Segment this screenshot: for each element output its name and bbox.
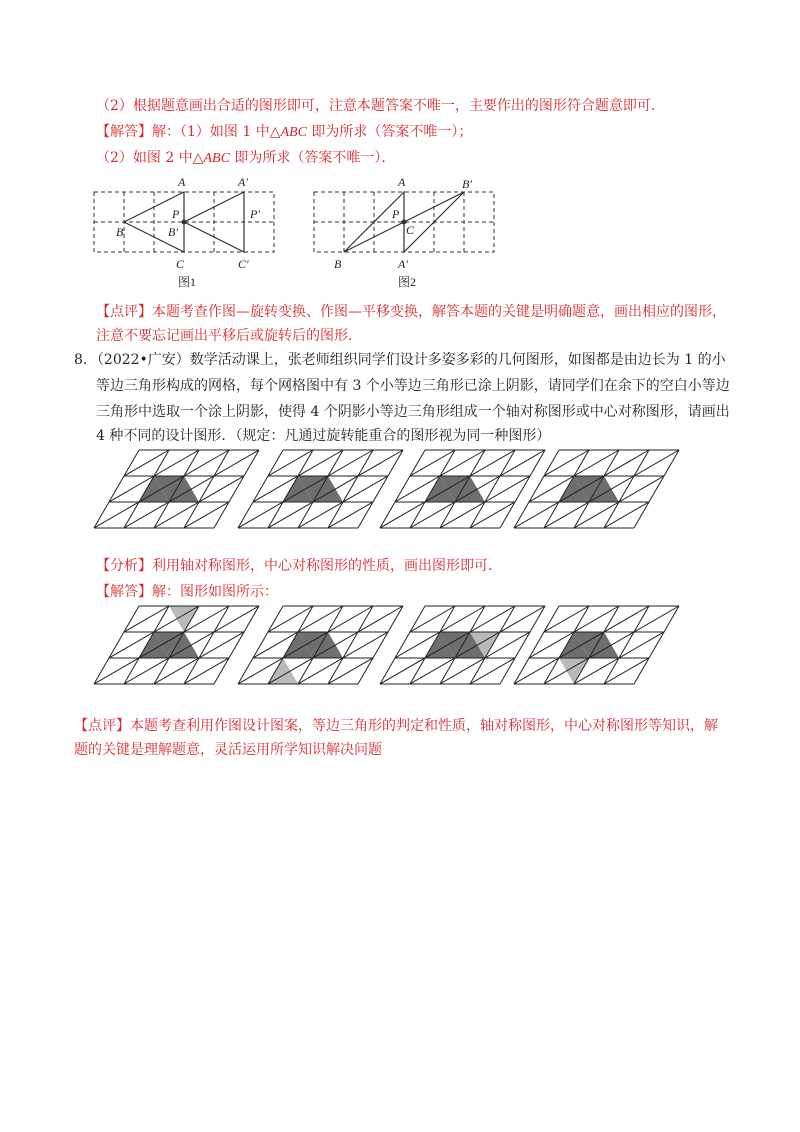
grid-line <box>268 450 403 528</box>
line-part2: （2）根据题意画出合适的图形即可，注意本题答案不唯一，主要作出的图形符合题意即可． <box>96 98 665 114</box>
answer-tag: 【解答】 <box>96 124 152 140</box>
label-C: C <box>176 257 185 271</box>
answer-grids <box>90 604 730 712</box>
grid-line <box>544 606 679 684</box>
grid-line <box>514 450 649 528</box>
q8-number: 8． <box>74 352 97 368</box>
grid-line <box>410 606 455 632</box>
grid-line <box>328 658 373 684</box>
grid-line <box>544 450 679 528</box>
answer-grid-1 <box>94 606 259 684</box>
q8-line2: 等边三角形构成的网格，每个网格图中有 3 个小等边三角形已涂上阴影，请同学们在余下的空白小等边 <box>96 378 730 394</box>
grid-line <box>94 450 229 528</box>
answer2-tag: 【解答】 <box>96 584 152 600</box>
grid-line <box>514 606 649 684</box>
answer2-text: 解：图形如图所示： <box>152 584 278 600</box>
grid-line <box>238 606 373 684</box>
figure-2 <box>314 192 494 252</box>
question-grid-2 <box>238 450 403 528</box>
grid-line <box>238 450 373 528</box>
grid-line <box>544 450 589 476</box>
label-B-prime: B′ <box>168 225 178 239</box>
label2-A-prime: A′ <box>398 257 408 271</box>
grid-line <box>544 606 589 632</box>
grid-line <box>410 450 545 528</box>
question-grids <box>90 448 730 556</box>
figure-1 <box>94 192 274 252</box>
abc-label-2: ABC <box>203 151 230 166</box>
grid-line <box>124 450 259 528</box>
label2-P: P <box>392 207 400 221</box>
q8-line1 <box>74 350 726 370</box>
fig2-caption: 图2 <box>398 275 417 289</box>
grid-line <box>184 658 229 684</box>
fig1-caption: 图1 <box>178 275 197 289</box>
grid-line <box>184 502 229 528</box>
label-C-prime: C′ <box>238 257 249 271</box>
grid-line <box>268 450 313 476</box>
answer-grid-2 <box>238 606 403 684</box>
question-grid-1 <box>94 450 259 528</box>
comment2-text1: 本题考查利用作图设计图案，等边三角形的判定和性质，轴对称图形，中心对称图形等知识，解 <box>130 718 718 734</box>
answer-text-2b: 即为所求（答案不唯一）． <box>229 150 396 166</box>
comment2-line1 <box>74 716 718 736</box>
grid-line <box>268 606 403 684</box>
label2-A: A <box>398 175 406 189</box>
q8-line3: 三角形中选取一个涂上阴影，使得 4 个阴影小等边三角形组成一个轴对称图形或中心对称图形，请画出 <box>96 404 730 420</box>
grid-line <box>380 450 515 528</box>
label-A: A <box>178 175 186 189</box>
label-B: B <box>116 225 124 239</box>
q8-text1: （2022•广安）数学活动课上，张老师组织同学们设计多姿多彩的几何图形，如图都是由边长为 1 的小 <box>96 352 726 368</box>
rotation-figures <box>90 172 520 292</box>
analysis-line <box>96 556 502 576</box>
answer-line-1 <box>96 122 472 143</box>
grid-line <box>124 606 169 632</box>
answer-line-2 <box>96 148 395 169</box>
grid-line <box>410 450 455 476</box>
analysis-text: 利用轴对称图形，中心对称图形的性质，画出图形即可． <box>152 558 502 574</box>
answer2-line <box>96 582 278 602</box>
grid-line <box>470 658 515 684</box>
grid-line <box>124 450 169 476</box>
grid-line <box>328 502 373 528</box>
added-shaded-triangle <box>268 658 298 684</box>
label-P-prime: P′ <box>250 207 260 221</box>
label-A-prime: A′ <box>238 175 248 189</box>
answer-text-2a: （2）如图 2 中△ <box>96 150 204 166</box>
comment2-line2: 题的关键是理解题意，灵活运用所学知识解决问题 <box>74 742 382 758</box>
label2-C: C <box>406 223 415 237</box>
abc-label: ABC <box>280 125 307 140</box>
label-P: P <box>172 207 180 221</box>
comment1-line2: 注意不要忘记画出平移后或旋转后的图形． <box>96 328 362 344</box>
added-shaded-triangle <box>559 658 589 684</box>
grid-line <box>604 658 649 684</box>
comment1-text1: 本题考查作图—旋转变换、作图—平移变换，解答本题的关键是明确题意，画出相应的图形， <box>152 304 726 320</box>
grid-line <box>268 606 313 632</box>
comment1-tag: 【点评】 <box>96 304 152 320</box>
grid-line <box>380 606 515 684</box>
label2-B: B <box>334 257 342 271</box>
label2-B-prime: B′ <box>462 177 472 191</box>
grid-line <box>94 606 229 684</box>
comment1-line1 <box>96 302 726 322</box>
answer-text-1a: 解：（1）如图 1 中△ <box>152 124 281 140</box>
grid-line <box>470 502 515 528</box>
comment2-tag: 【点评】 <box>74 718 130 734</box>
analysis-tag: 【分析】 <box>96 558 152 574</box>
added-shaded-triangle <box>169 606 199 632</box>
grid-line <box>410 606 545 684</box>
answer-text-1b: 即为所求（答案不唯一）； <box>306 124 473 140</box>
q8-line4: 4 种不同的设计图形．（规定：凡通过旋转能重合的图形视为同一种图形） <box>96 428 551 444</box>
grid-line <box>604 502 649 528</box>
